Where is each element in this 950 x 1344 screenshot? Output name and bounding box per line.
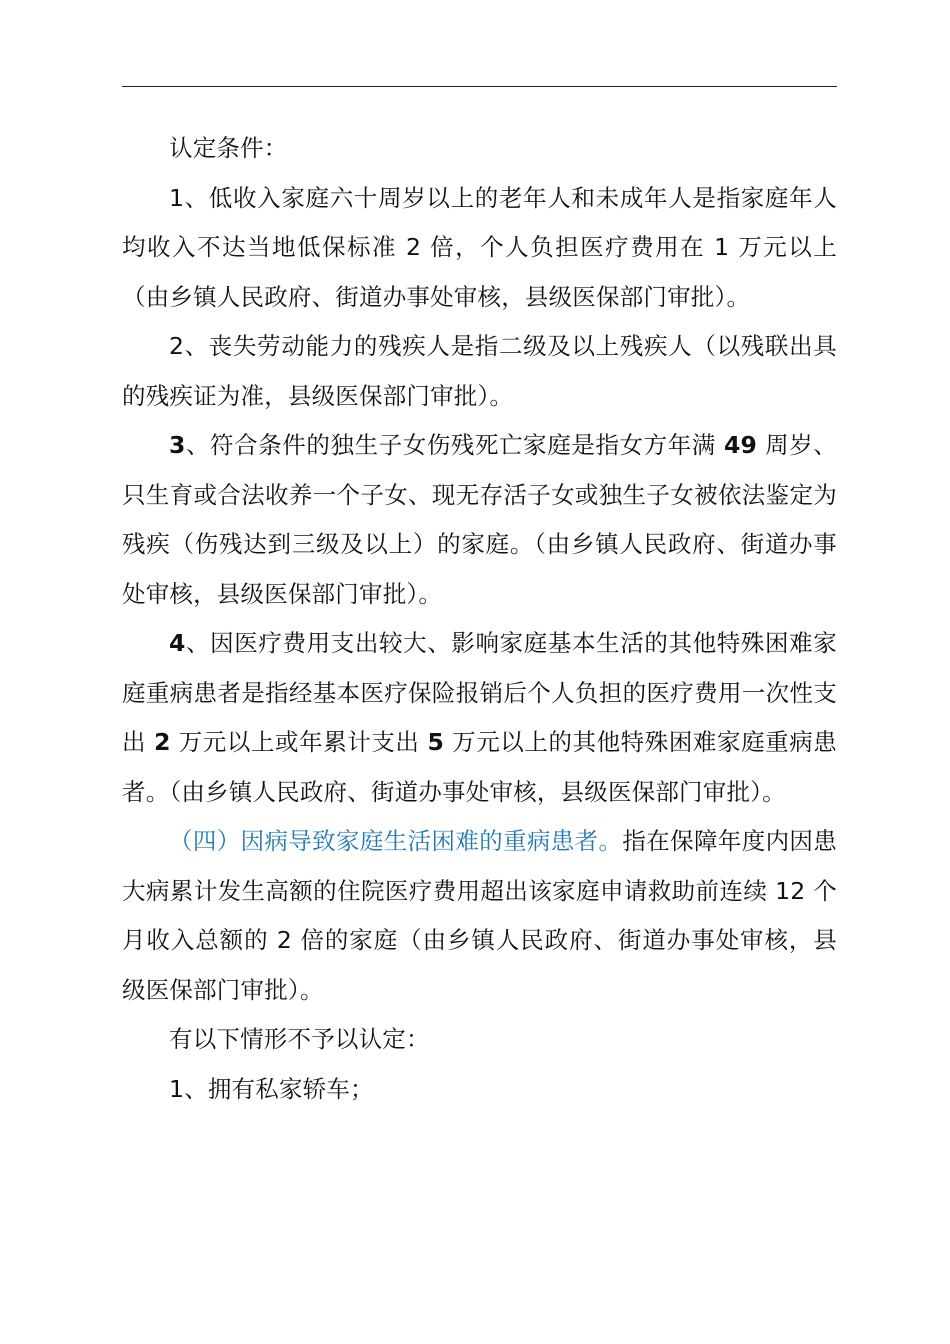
exclusion-item-1: 1、拥有私家轿车；: [169, 1074, 374, 1103]
condition-item-4: 4、因医疗费用支出较大、影响家庭基本生活的其他特殊困难家庭重病患者是指经基本医疗保险报销后个人负担的医疗费用一次性支出 2 万元以上或年累计支出 5 万元以上的其他特殊困难家庭重病患者。（由乡镇人民政府、街道办事处审核，县级医保部门审批）。: [122, 629, 837, 806]
item-number: 4: [169, 629, 186, 657]
header-rule: [122, 86, 837, 87]
condition-item-1: 1、低收入家庭六十周岁以上的老年人和未成年人是指家庭年人均收入不达当地低保标准 2 倍，个人负担医疗费用在 1 万元以上（由乡镇人民政府、街道办事处审核，县级医保部门审批）。: [122, 183, 837, 311]
condition-item-3: 3、符合条件的独生子女伤残死亡家庭是指女方年满 49 周岁、只生育或合法收养一个子女、现无存活子女或独生子女被依法鉴定为残疾（伤残达到三级及以上）的家庭。（由乡镇人民政府、街道办事处审核，县级医保部门审批）。: [122, 431, 837, 608]
document-body: [122, 124, 837, 1114]
section-4: （四）因病导致家庭生活困难的重病患者。指在保障年度内因患大病累计发生高额的住院医疗费用超出该家庭申请救助前连续 12 个月收入总额的 2 倍的家庭（由乡镇人民政府、街道办事处审核，县级医保部门审批）。: [122, 827, 837, 1004]
item-number: 3: [169, 431, 186, 459]
amount-value: 2: [154, 728, 171, 756]
condition-item-2: 2、丧失劳动能力的残疾人是指二级及以上残疾人（以残联出具的残疾证为准，县级医保部门审批）。: [122, 332, 837, 410]
age-value: 49: [723, 431, 758, 459]
section-4-heading: （四）因病导致家庭生活困难的重病患者。: [169, 827, 623, 855]
amount-value: 5: [427, 728, 445, 756]
conditions-title: 认定条件：: [169, 134, 288, 162]
exclusion-title: 有以下情形不予以认定：: [169, 1025, 430, 1053]
